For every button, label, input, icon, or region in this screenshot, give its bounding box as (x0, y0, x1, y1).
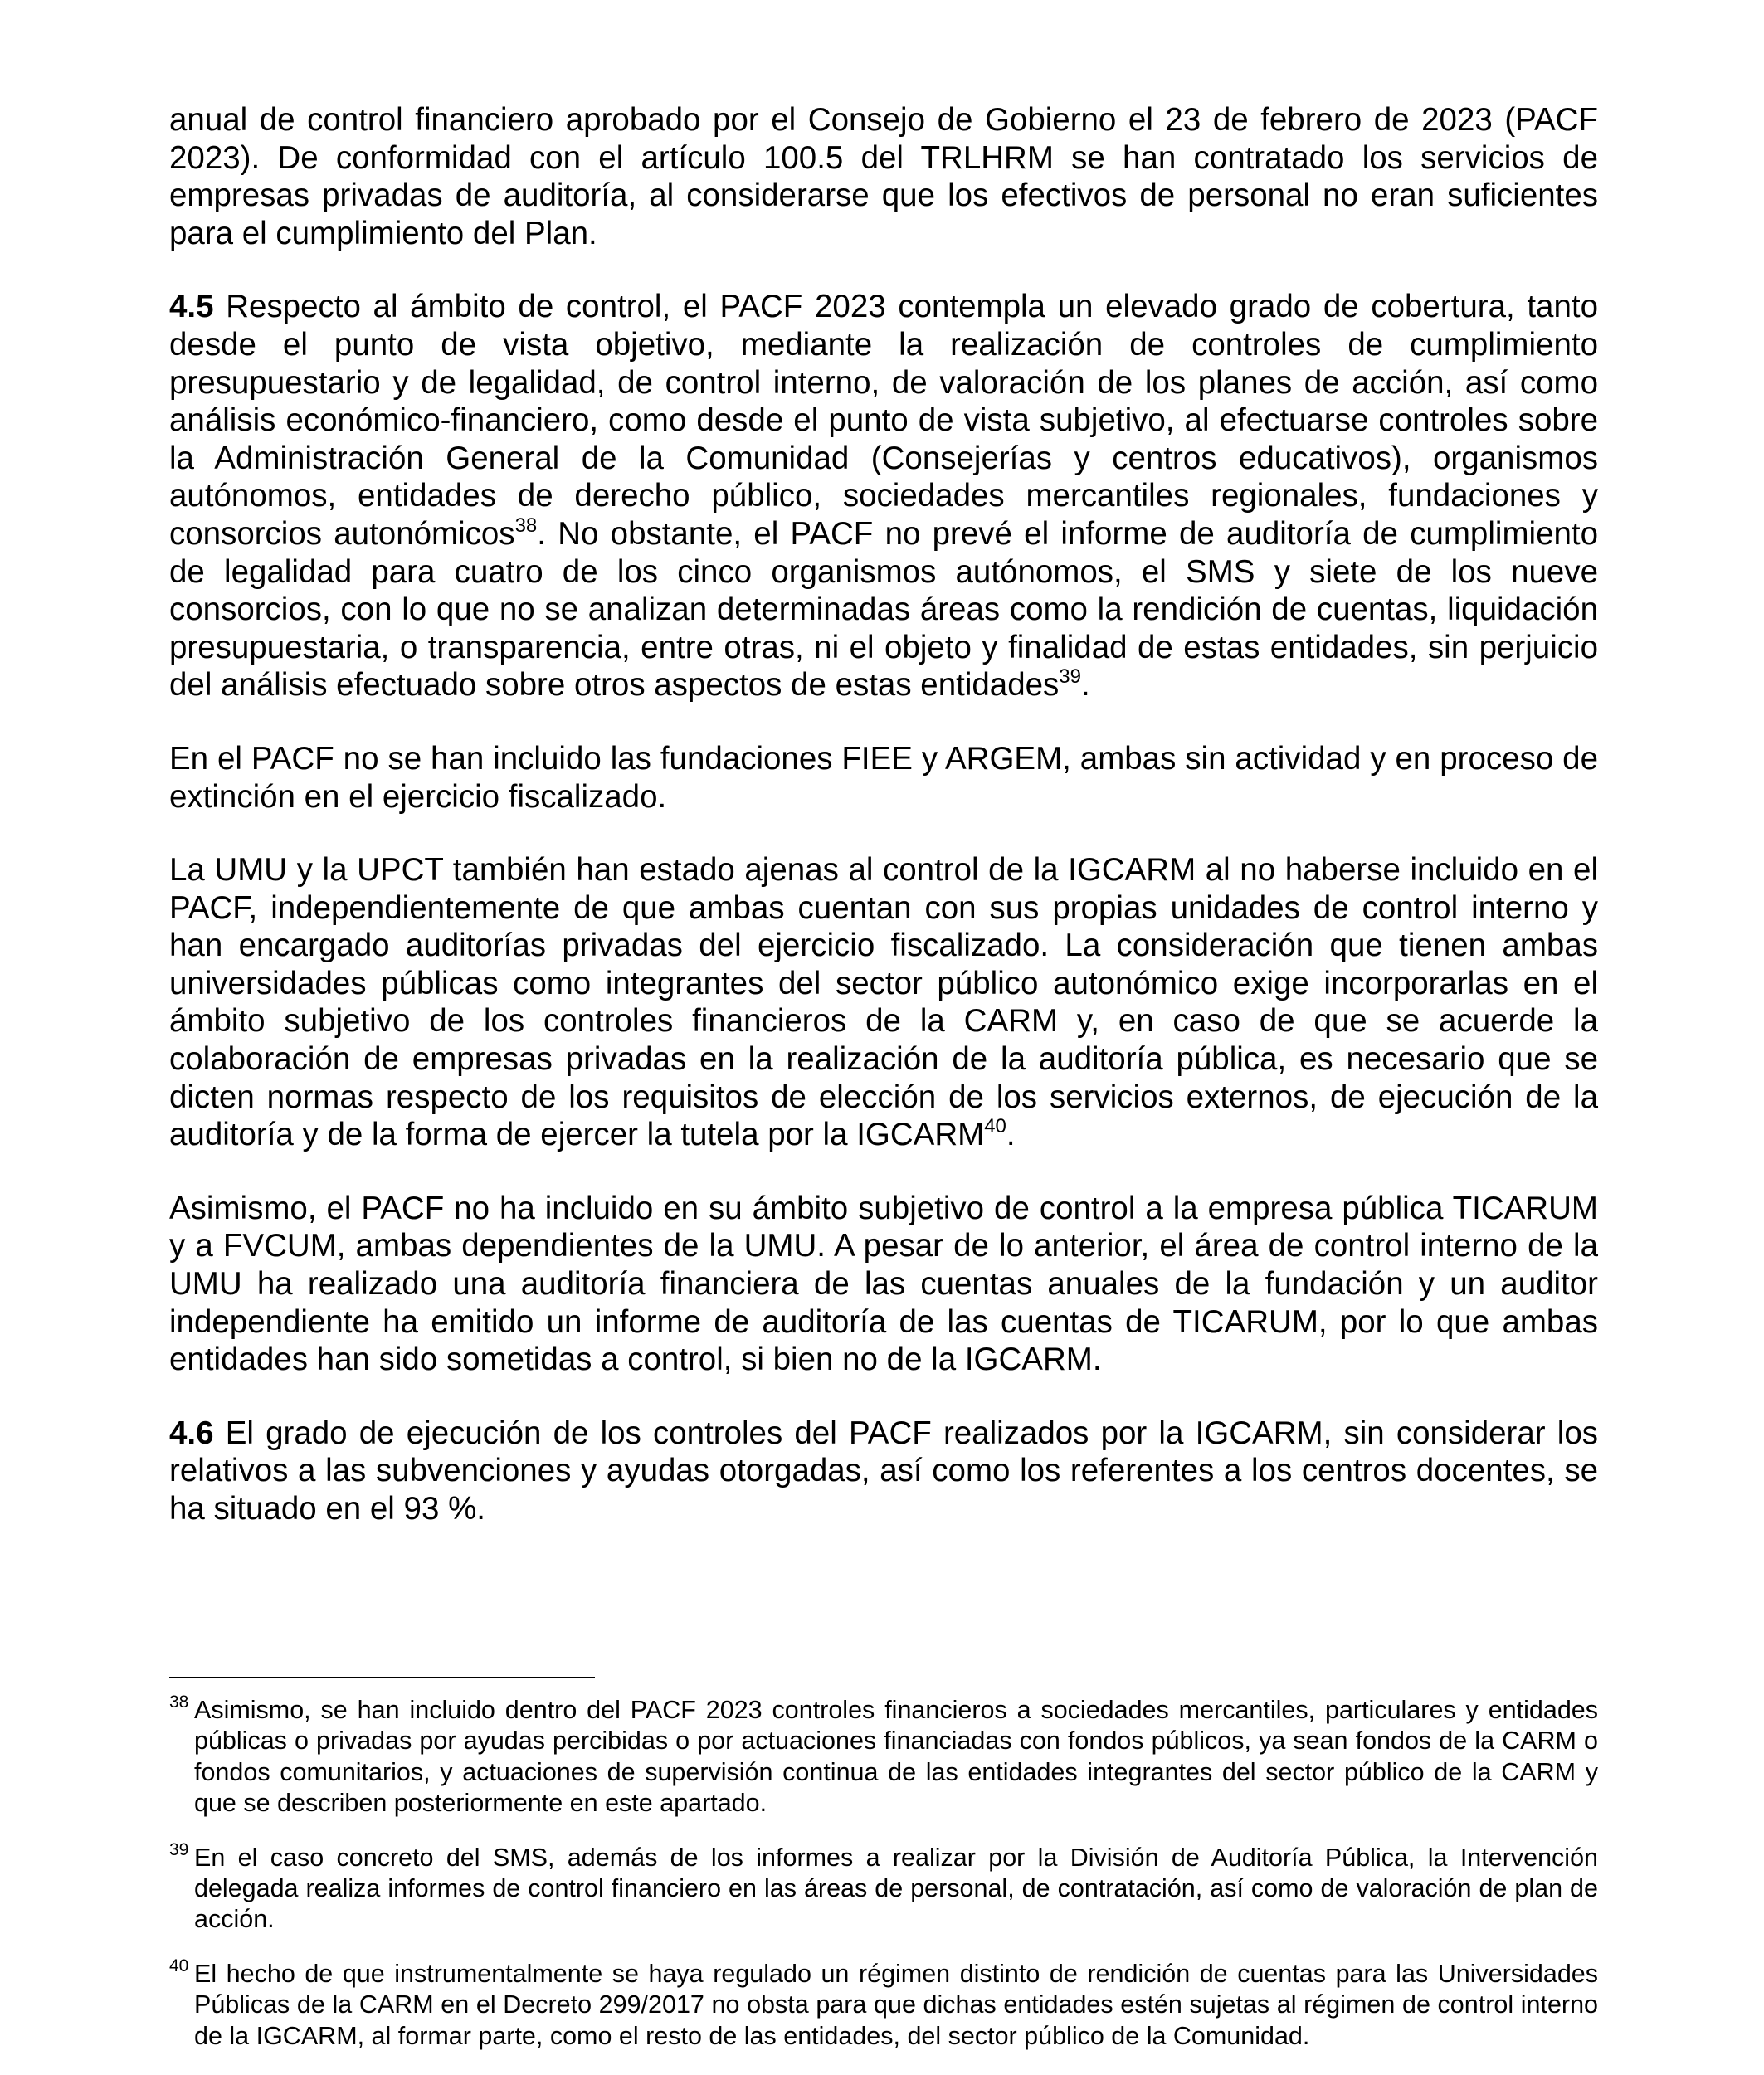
footnote-text: El hecho de que instrumentalmente se haya regulado un régimen distinto de rendición de cuentas para las Universidades Públicas de la CARM en el Decreto 299/2017 no obsta para que dichas entidades estén sujetas al régimen de control interno de la IGCARM, al formar parte, como el resto de las entidades, del sector público de la Comunidad. (194, 1959, 1598, 2050)
paragraph-foundations (169, 740, 1598, 816)
paragraph-text: Asimismo, el PACF no ha incluido en su ámbito subjetivo de control a la empresa pública TICARUM y a FVCUM, ambas dependientes de la UMU. A pesar de lo anterior, el área de control interno de la UMU ha realizado una auditoría financiera de las cuentas anuales de la fundación y un auditor independiente ha emitido un informe de auditoría de las cuentas de TICARUM, por lo que ambas entidades han sido sometidas a control, si bien no de la IGCARM. (169, 1190, 1598, 1378)
document-body (169, 101, 1598, 1528)
footnote-number: 40 (169, 1956, 189, 1975)
footnote-ref-39[interactable]: 39 (1059, 665, 1081, 689)
section-number: 4.6 (169, 1415, 214, 1451)
footnote-number: 38 (169, 1693, 189, 1712)
paragraph-text: En el PACF no se han incluido las fundaciones FIEE y ARGEM, ambas sin actividad y en proceso de extinción en el ejercicio fiscalizado. (169, 740, 1598, 815)
paragraph-universities (169, 851, 1598, 1154)
paragraph-text: La UMU y la UPCT también han estado ajenas al control de la IGCARM al no haberse incluido en el PACF, independientemente de que ambas cuentan con sus propias unidades de control interno y han encargado auditorías privadas del ejercicio fiscalizado. La consideración que tienen ambas universidades públicas como integrantes del sector público autonómico exige incorporarlas en el ámbito subjetivo de los controles financieros de la CARM y, en caso de que se acuerde la colaboración de empresas privadas en la realización de la auditoría pública, es necesario que se dicten normas respecto de los requisitos de elección de los servicios externos, de ejecución de la auditoría y de la forma de ejercer la tutela por la IGCARM (169, 852, 1598, 1153)
footnote-ref-38[interactable]: 38 (514, 514, 538, 537)
paragraph-ticarum (169, 1190, 1598, 1379)
footnote-39 (169, 1839, 1598, 1936)
paragraph-text: Respecto al ámbito de control, el PACF 2023 contempla un elevado grado de cobertura, tanto desde el punto de vista objetivo, mediante la realización de controles de cumplimiento presupuestario y de legalidad, de control interno, de valoración de los planes de acción, así como análisis económico-financiero, como desde el punto de vista subjetivo, al efectuarse controles sobre la Administración General de la Comunidad (Consejerías y centros educativos), organismos autónomos, entidades de derecho público, sociedades mercantiles regionales, fundaciones y consorcios autonómicos (169, 289, 1598, 552)
paragraph-text: El grado de ejecución de los controles del PACF realizados por la IGCARM, sin considerar los relativos a las subvenciones y ayudas otorgadas, así como los referentes a los centros docentes, se ha situado en el 93 %. (169, 1415, 1598, 1527)
section-number: 4.5 (169, 289, 214, 325)
footnote-text: En el caso concreto del SMS, además de los informes a realizar por la División de Auditoría Pública, la Intervención delegada realiza informes de control financiero en las áreas de personal, de contratación, así como de valoración de plan de acción. (194, 1843, 1598, 1934)
paragraph-text: . (1080, 667, 1090, 704)
paragraph-4-5-scope (169, 288, 1598, 704)
footnote-ref-40[interactable]: 40 (984, 1115, 1006, 1138)
paragraph-4-6-execution (169, 1415, 1598, 1528)
footnote-number: 39 (169, 1839, 189, 1859)
paragraph-text: . (1006, 1117, 1016, 1153)
footnote-38 (169, 1695, 1598, 1819)
footnotes (169, 1695, 1598, 2052)
footnote-40 (169, 1956, 1598, 2052)
footnote-separator (169, 1677, 595, 1678)
paragraph-pacf-approval (169, 101, 1598, 252)
paragraph-text: anual de control financiero aprobado por el Consejo de Gobierno el 23 de febrero de 2023 (PACF 2023). De conformidad con el artículo 100.5 del TRLHRM se han contratado los servicios de empresas privadas de auditoría, al considerarse que los efectivos de personal no eran suficientes para el cumplimiento del Plan. (169, 102, 1598, 251)
paragraph-text: . No obstante, el PACF no prevé el informe de auditoría de cumplimiento de legalidad para cuatro de los cinco organismos autónomos, el SMS y siete de los nueve consorcios, con lo que no se analizan determinadas áreas como la rendición de cuentas, liquidación presupuestaria, o transparencia, entre otras, ni el objeto y finalidad de estas entidades, sin perjuicio del análisis efectuado sobre otros aspectos de estas entidades (169, 515, 1598, 704)
footnote-text: Asimismo, se han incluido dentro del PACF 2023 controles financieros a sociedades mercantiles, particulares y entidades públicas o privadas por ayudas percibidas o por actuaciones financiadas con fondos públicos, ya sean fondos de la CARM o fondos comunitarios, y actuaciones de supervisión continua de las entidades integrantes del sector público de la CARM y que se describen posteriormente en este apartado. (194, 1696, 1598, 1818)
